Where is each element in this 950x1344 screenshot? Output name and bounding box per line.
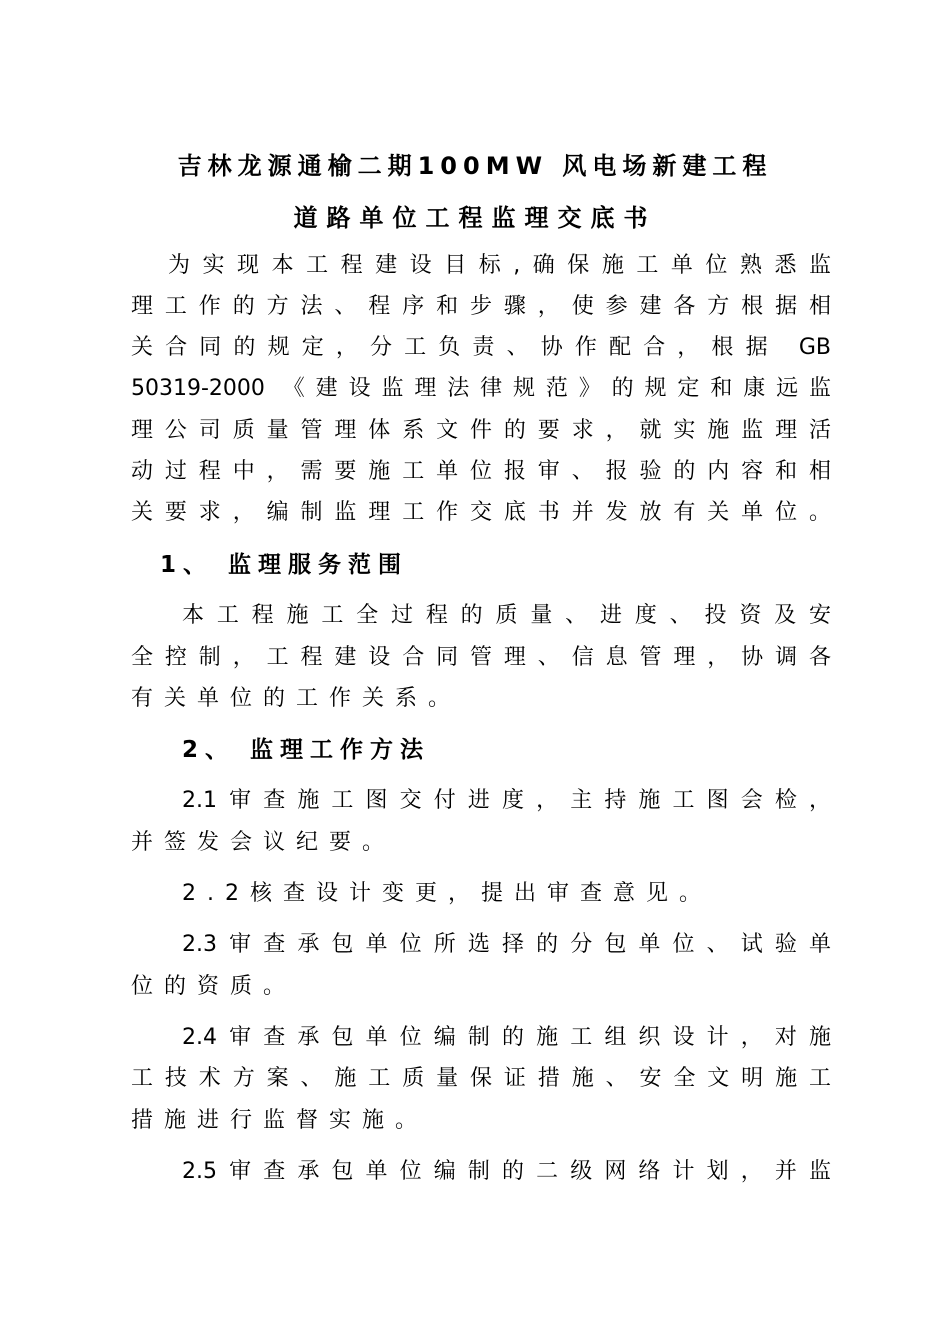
intro-line: 为实现本工程建设目标,确保施工单位熟悉监 xyxy=(168,253,831,278)
section-line: 工技术方案、施工质量保证措施、安全文明施工 xyxy=(131,1066,831,1091)
section-heading: 1、 监理服务范围 xyxy=(160,552,409,578)
section-line: 位的资质。 xyxy=(131,974,297,999)
intro-line: 理工作的方法、程序和步骤，使参建各方根据相 xyxy=(131,294,831,319)
intro-line: 关要求，编制监理工作交底书并发放有关单位。 xyxy=(131,500,831,525)
intro-line: 理公司质量管理体系文件的要求，就实施监理活 xyxy=(131,418,831,443)
section-line: 全控制，工程建设合同管理、信息管理，协调各 xyxy=(131,645,831,670)
section-line: 本工程施工全过程的质量、进度、投资及安 xyxy=(182,603,831,628)
document-title-line2: 道路单位工程监理交底书 xyxy=(293,204,657,232)
section-line: 并签发会议纪要。 xyxy=(131,830,396,855)
section-line: 2.3审查承包单位所选择的分包单位、试验单 xyxy=(182,932,831,957)
section-line: 2.5审查承包单位编制的二级网络计划，并监 xyxy=(182,1159,831,1184)
section-line: 措施进行监督实施。 xyxy=(131,1108,429,1133)
section-line: 2.4审查承包单位编制的施工组织设计，对施 xyxy=(182,1025,831,1050)
document-title-line1: 吉林龙源通榆二期100MW 风电场新建工程 xyxy=(177,152,773,180)
section-heading: 2、 监理工作方法 xyxy=(182,737,431,763)
intro-line: 动过程中，需要施工单位报审、报验的内容和相 xyxy=(131,459,831,484)
section-line: 2.1审查施工图交付进度，主持施工图会检， xyxy=(182,788,831,813)
section-line: 2.2核查设计变更，提出审查意见。 xyxy=(182,881,712,906)
intro-line: 关合同的规定，分工负责、协作配合，根据 GB xyxy=(131,335,831,360)
intro-line: 50319-2000 《建设监理法律规范》的规定和康远监 xyxy=(131,376,831,401)
section-line: 有关单位的工作关系。 xyxy=(131,686,462,711)
